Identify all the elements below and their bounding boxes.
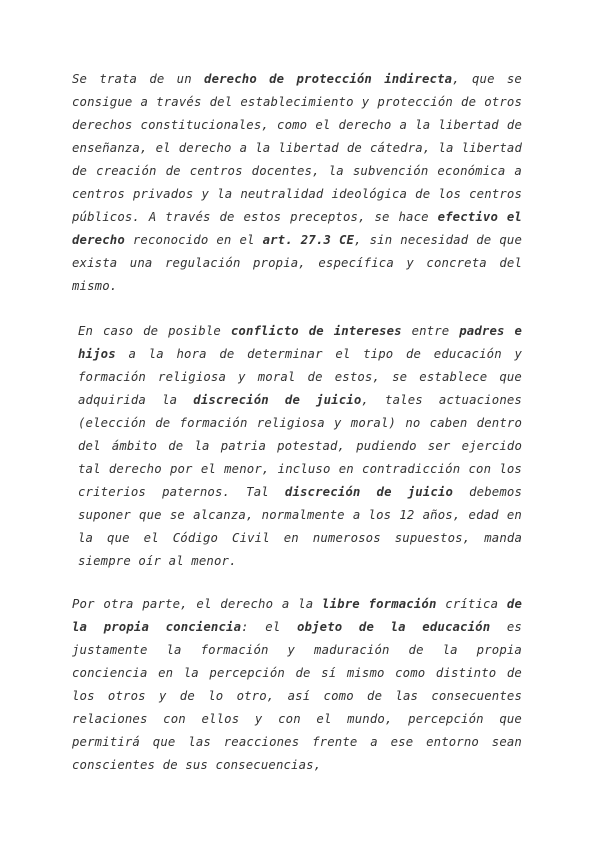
text-run: crítica: [436, 597, 507, 611]
bold-text-run: derecho de protección indirecta: [204, 72, 453, 86]
text-run: es justamente la formación y maduración de la propia conciencia en la percepción de sí mismo como distinto de los otros y de lo otro, así como de las consecuentes relaciones con ellos y con el mundo, percepción que permitirá que las reacciones frente a ese entorno sean conscientes de sus consecuencias,: [72, 620, 522, 772]
bold-text-run: libre formación: [322, 597, 437, 611]
text-run: : el: [241, 620, 297, 634]
paragraph-derecho-proteccion: [72, 68, 522, 298]
text-run: Por otra parte, el derecho a la: [72, 597, 323, 611]
bold-text-run: efectivo el derecho: [72, 210, 522, 247]
text-run: entre: [401, 324, 460, 338]
text-run: , que se consigue a través del establecimiento y protección de otros derechos constitucionales, como el derecho a la libertad de enseñanza, el derecho a la libertad de cátedra, la libertad de creación de centros docentes, la subvención económica a centros privados y la neutralidad ideológica de los centros públicos. A través de estos preceptos, se hace: [72, 72, 522, 224]
bold-text-run: discreción de juicio: [284, 485, 454, 499]
text-run: En caso de posible: [78, 324, 231, 338]
paragraph-libre-formacion: [72, 593, 522, 777]
paragraph-conflicto-intereses: [78, 320, 522, 573]
bold-text-run: de la propia conciencia: [72, 597, 522, 634]
text-run: , sin necesidad de que exista una regulación propia, específica y concreta del mismo.: [72, 233, 522, 293]
bold-text-run: art. 27.3 CE: [262, 233, 355, 247]
text-run: Se trata de un: [72, 72, 205, 86]
bold-text-run: padres e hijos: [78, 324, 522, 361]
bold-text-run: conflicto de intereses: [230, 324, 402, 338]
text-run: , tales actuaciones (elección de formación religiosa y moral) no caben dentro del ámbito de la patria potestad, pudiendo ser ejercido tal derecho por el menor, incluso en contradicción con los criterios paternos. Tal: [78, 393, 522, 499]
bold-text-run: objeto de la educación: [296, 620, 491, 634]
text-run: reconocido en el: [124, 233, 263, 247]
text-run: a la hora de determinar el tipo de educación y formación religiosa y moral de estos, se establece que adquirida la: [78, 347, 522, 407]
bold-text-run: discreción de juicio: [193, 393, 362, 407]
text-run: debemos suponer que se alcanza, normalmente a los 12 años, edad en la que el Código Civil en numerosos supuestos, manda siempre oír al menor.: [78, 485, 522, 568]
